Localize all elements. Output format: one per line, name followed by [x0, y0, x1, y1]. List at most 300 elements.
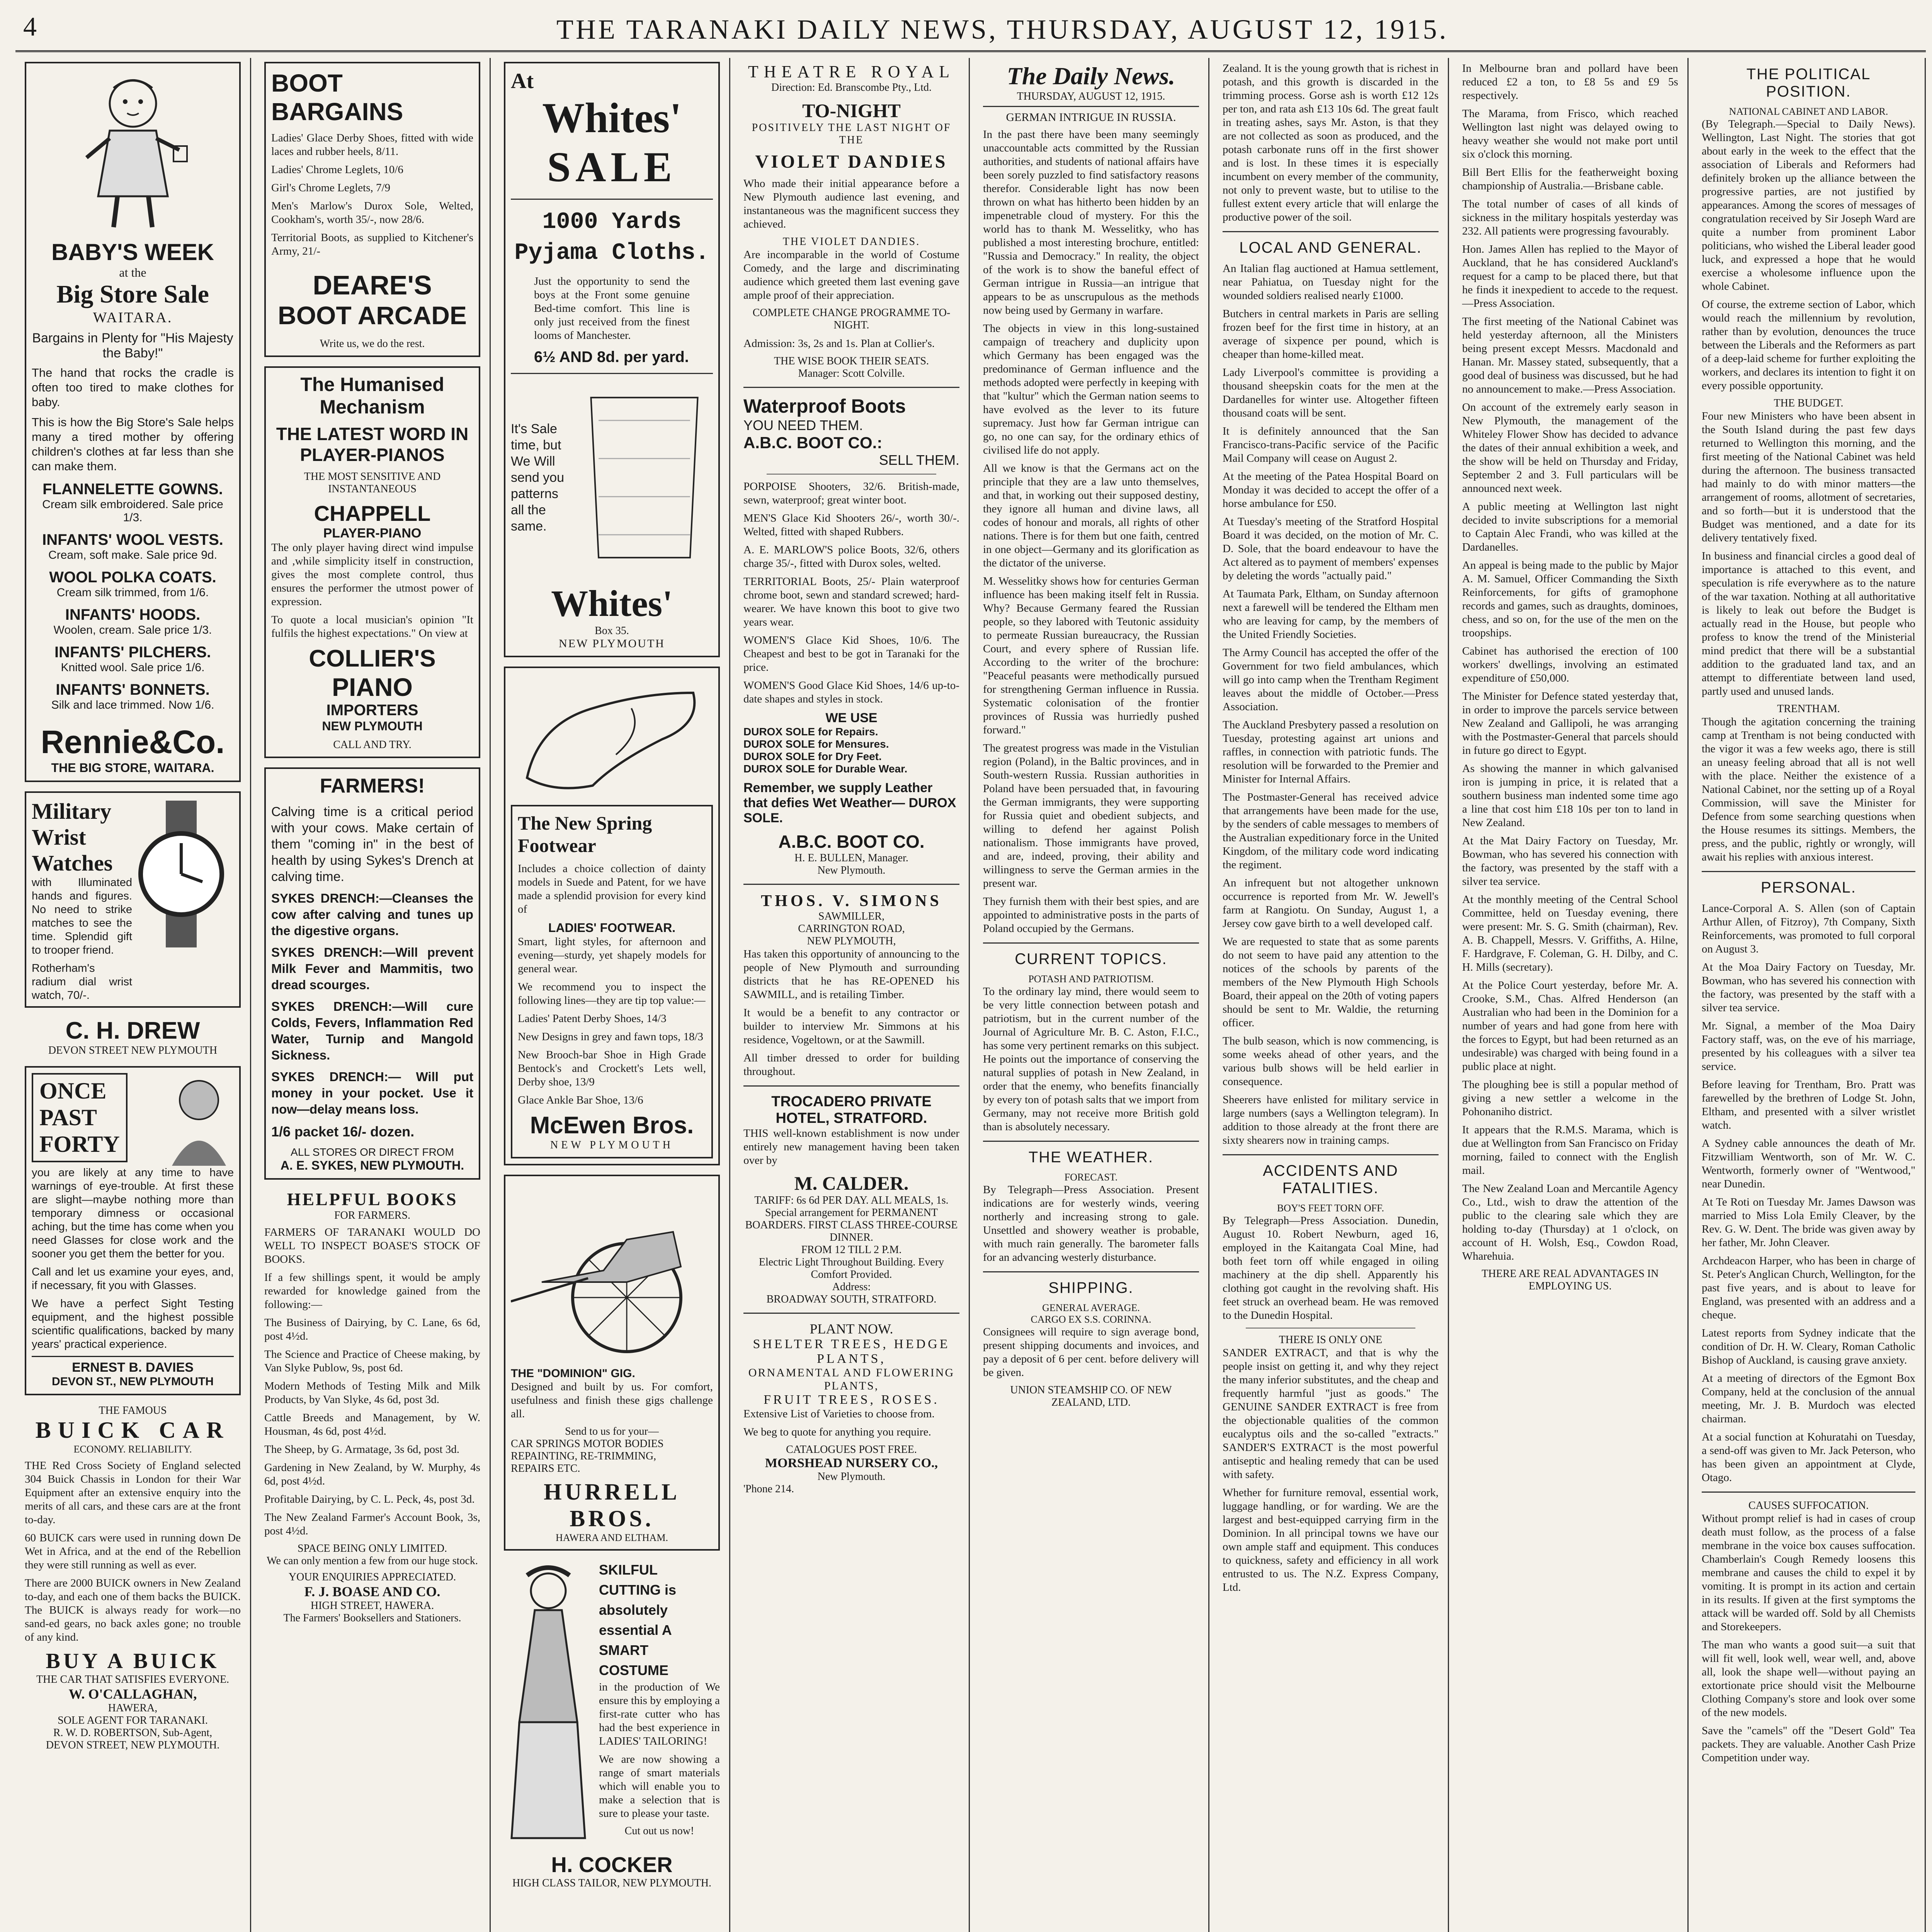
express-text: Whether for furniture removal, essential work, luggage handling, or for warding. We are the largest and best-equipped carrying firm in the Dominion. In all principal towns we have our own ample staff and equipment. This conduces to quickness, safety and efficiency in all work entrusted to us. The N.Z. Express Company, Ltd.	[1223, 1486, 1439, 1594]
mcewen-footwear-ad	[504, 667, 720, 1165]
shelter-trees: SHELTER TREES, HEDGE PLANTS,	[753, 1337, 950, 1366]
morshead: MORSHEAD NURSERY CO.,	[765, 1456, 938, 1470]
swatch-icon	[576, 381, 713, 574]
davies-name: ERNEST B. DAVIES	[32, 1356, 234, 1375]
boot-list-item: Ladies' Glace Derby Shoes, fitted with wide laces and rubber heels, 8/11.	[271, 132, 473, 158]
personal-item: Archdeacon Harper, who has been in charge of St. Peter's Anglican Church, Wellington, for the past five years, and is about to leave for England, was presented with an address and a cheque.	[1702, 1255, 1915, 1321]
buick-text2: 60 BUICK cars were used in running down De Wet in Africa, and at the end of the Rebellion they were still running as well as ever.	[25, 1532, 241, 1571]
column-7	[1453, 58, 1689, 1932]
at: At	[511, 69, 534, 93]
sykes-1: SYKES DRENCH:—Cleanses the cow after calving and tunes up the digestive organs.	[271, 891, 473, 938]
durox-item: DUROX SOLE for Dry Feet.	[743, 750, 882, 762]
news-item: At the Mat Dairy Factory on Tuesday, Mr. Bowman, who has severed his connection with the factory, was presented by the staff with a silver tea service.	[1462, 835, 1678, 888]
local-item: At Tuesday's meeting of the Stratford Hospital Board it was decided, on the motion of Mr. C. D. Sole, that the board endeavour to have the Act altered as to payment of members' expenses by deleting the words "actually paid."	[1223, 515, 1439, 582]
sale-item-desc: Silk and lace trimmed. Now 1/6.	[51, 699, 214, 711]
local-item: At the meeting of the Patea Hospital Board on Monday it was decided to accept the offer of a horse ambulance for £50.	[1223, 470, 1439, 510]
trentham-text: Though the agitation concerning the training camp at Trentham is not being conducted with the vigor it was a few weeks ago, there is still an uneasy feeling abroad that all is not well with the place. Neither the existence of a National Cabinet, nor the setting up of a Royal Commission, will save the Minister for Defence from some searching questions when the House resumes its sittings. Members, the press, and the public, rightly or wrongly, will await his replies with anxious interest.	[1702, 716, 1915, 863]
boot-bargains-ad	[264, 62, 480, 357]
column-6	[1213, 58, 1449, 1932]
shoe-item: New Brooch-bar Shoe in High Grade Bentock's and Crockett's Lets well, Derby shoe, 13/9	[518, 1049, 706, 1088]
call-and-try: CALL AND TRY.	[333, 739, 412, 751]
local-item: The bulb season, which is now commencing, is some weeks ahead of other years, and the various bulb shows will be held earlier in consequence.	[1223, 1035, 1439, 1088]
forecast-heading: FORECAST.	[1064, 1172, 1118, 1183]
corinna-text: Consignees will require to sign average bond, present shipping documents and invoices, and pay a deposit of 6 per cent. before delivery will be given.	[983, 1326, 1199, 1379]
news-item: The first meeting of the National Cabinet was held yesterday afternoon, all the Ministers being present except Messrs. Macdonald and Hanan. Mr. Massey stated, subsequently, that a good deal of business was discussed, but he had no announcement to make.—Press Association.	[1462, 315, 1678, 395]
send-to-us: Send to us for your—	[565, 1425, 659, 1437]
bargains-heading: BARGAINS	[271, 98, 403, 126]
forecast-text: By Telegraph—Press Association. Present indications are for westerly winds, veering northerly and increasing strong to gale. Unsettled and showery weather is probable, with much rain generally. The barometer falls for an advancing westerly disturbance.	[983, 1184, 1199, 1264]
boot-item: WOMEN'S Glace Kid Shoes, 10/6. The Cheapest and best to be got in Taranaki for the price.	[743, 634, 959, 673]
military: Military	[32, 799, 112, 824]
sale-item-name: INFANTS' PILCHERS.	[54, 644, 211, 661]
news-item: On account of the extremely early season in New Plymouth, the management of the Whiteley Flower Show has decided to advance the dates of their annual exhibition a week, and the show will be held on Thursday and Friday, September 2 and 3. Full particulars will be announced next week.	[1462, 401, 1678, 495]
general-average: GENERAL AVERAGE.	[1042, 1302, 1140, 1313]
news-item: A public meeting at Wellington last night decided to invite subscriptions for a memorial to Captain Alec Frandi, who was killed at the Dardanelles.	[1462, 500, 1678, 553]
news-item: The New Zealand Loan and Mercantile Agency Co., Ltd., wish to draw the attention of the public to the clearing sale which they are holding to-day (Thursday) at 1 o'clock, on account of H. Wolsh, Esq., Cowdon Road, Wharehuia.	[1462, 1182, 1678, 1262]
new-plymouth: NEW PLYMOUTH	[322, 719, 423, 733]
shoe-item: New Designs in grey and fawn tops, 18/3	[518, 1031, 704, 1043]
sale-item-name: INFANTS' WOOL VESTS.	[42, 531, 223, 548]
satisfies: THE CAR THAT SATISFIES EVERYONE.	[36, 1673, 230, 1685]
morshead-np: New Plymouth.	[817, 1471, 886, 1483]
column-4	[734, 58, 970, 1932]
helpful-books-ad	[264, 1189, 480, 1624]
watches: Watches	[32, 850, 113, 876]
hurrell-town: HAWERA AND ELTHAM.	[556, 1532, 668, 1543]
we-use: WE USE	[825, 711, 878, 725]
baby-illustration	[75, 73, 191, 235]
national-cabinet: NATIONAL CABINET AND LABOR.	[1729, 106, 1888, 117]
sale-item-desc: Cream, soft make. Sale price 9d.	[48, 549, 217, 561]
watch-price: Rotherham's radium dial wrist watch, 70/-.	[32, 962, 132, 1002]
sale-item-desc: Cream silk trimmed, from 1/6.	[56, 586, 209, 599]
book-item: The Science and Practice of Cheese making, by Van Slyke Publow, 9s, post 6d.	[264, 1348, 480, 1374]
new-spring-footwear: The New Spring Footwear	[518, 812, 652, 856]
masthead	[15, 10, 1926, 52]
pyjama-price: 6½ AND 8d. per yard.	[534, 349, 689, 366]
just-opportunity: Just the opportunity to send the boys at the Front some genuine Bed-time comfort. This line is only just received from the finest looms of Manchester.	[534, 275, 690, 342]
drew-heading: C. H. DREW	[65, 1017, 200, 1044]
cocker-tailor-ad	[504, 1560, 720, 1846]
shoe-icon	[515, 677, 709, 801]
news-item: At the Police Court yesterday, before Mr. A. Crooke, S.M., Chas. Alfred Henderson (an Australian who had been in the Dominion for a number of years and had gone from here with the forces to Egypt, but had been returned as an undesirable) was charged with being found in a public place at night.	[1462, 979, 1678, 1073]
phone: 'Phone 214.	[743, 1483, 794, 1495]
sale-item-desc: Woolen, cream. Sale price 1/3.	[53, 624, 212, 636]
direction: Direction: Ed. Branscombe Pty., Ltd.	[771, 82, 932, 94]
sale-time-row	[511, 381, 713, 574]
sykes-2: SYKES DRENCH:—Will prevent Milk Fever and Mammitis, two dread scourges.	[271, 945, 473, 992]
babys-week-ad	[25, 62, 241, 782]
news-item: As showing the manner in which galvanised iron is jumping in price, it is related that a southern business man indented some time ago a line that cost him £18 10s per ton to land in New Zealand.	[1462, 762, 1678, 829]
boot-item: MEN'S Glace Kid Shooters 26/-, worth 30/-. Welted, fitted with shaped Rubbers.	[743, 512, 959, 538]
write-us: Write us, we do the rest.	[320, 338, 425, 350]
abc-boot-co-2: A.B.C. BOOT CO.	[778, 832, 925, 852]
local-item: Butchers in central markets in Paris are selling frozen beef for the first time in history, at an average of sixpence per pound, which is cheaper than home-killed meat.	[1223, 308, 1439, 361]
book-item: The Business of Dairying, by C. Lane, 6s 6d, post 4½d.	[264, 1316, 480, 1342]
boot-list-item: Ladies' Chrome Leglets, 10/6	[271, 163, 403, 176]
sykes-drench-ad	[264, 767, 480, 1180]
rennie-logo: Rennie&Co.	[41, 724, 225, 760]
intrigue-para: The objects in view in this long-sustained campaign of treachery and duplicity upon which Germany has been engaged was the predominance of German influence and the methods adopted were perfectly in keeping with that "kultur" which the German nation seems to have evolved as the lever to its future supremacy. Just how far German intrigue can go, no one can say, for the ordinary ethics of civilised life do not apply.	[983, 322, 1199, 456]
trocadero-ad	[743, 1094, 959, 1306]
melbourne-bran: In Melbourne bran and pollard have been reduced £2 a ton, to £8 5s and £9 5s respectively.	[1462, 62, 1678, 102]
violet-text2: Are incomparable in the world of Costume Comedy, and the large and discriminating audience which greeted them last evening gave ample proof of their appreciation.	[743, 248, 959, 301]
violet-dandies-2: THE VIOLET DANDIES.	[782, 236, 920, 248]
helpful-books: HELPFUL BOOKS	[287, 1189, 458, 1209]
simons-sawmill-ad	[743, 892, 959, 1078]
potash-continued: Zealand. It is the young growth that is richest in potash, and this growth is discarded in the trimming process. Gorse ash is worth £12 12s per ton, and rata ash £13 10s 6d. The great fault in treating ashes, says Mr. Aston, is that they are not collected as soon as produced, and the potash carbonate runs off in the first shower and is lost. In these times it is especially incumbent on every member of the community, not only to prevent waste, but to utilise to the fullest extent every article that will enlarge the productive power of the soil.	[1223, 62, 1439, 223]
political-text: (By Telegraph.—Special to Daily News). Wellington, Last Night. The stories that got about early in the week to the effect that the association of Liberals and Reformers had definitely broken up the alliance between the progressive parties, are not justified by appearances. Among the scores of messages of congratulation received by Sir Joseph Ward are quite a number from prominent Labor politicians, who wished the Liberal leader good luck, and expressed a hope that he would exercise a wholesome influence upon the whole Cabinet.	[1702, 118, 1915, 293]
boot-arcade: BOOT ARCADE	[278, 301, 467, 330]
trocadero: TROCADERO PRIVATE HOTEL, STRATFORD.	[771, 1094, 932, 1126]
daily-news-heading: The Daily News.	[1007, 62, 1175, 90]
cocker-sub: HIGH CLASS TAILOR, NEW PLYMOUTH.	[512, 1877, 712, 1889]
waitara: WAITARA.	[93, 310, 173, 326]
shoe-item: Ladies' Patent Derby Shoes, 14/3	[518, 1012, 667, 1025]
union-steamship: UNION STEAMSHIP CO. OF NEW ZEALAND, LTD.	[1010, 1384, 1172, 1408]
optician-ad	[25, 1066, 241, 1395]
sale-time-text: It's Sale time, but We Will send you patterns all the same.	[511, 422, 564, 534]
buick-car: BUICK CAR	[35, 1417, 230, 1443]
dominion-text: Designed and built by us. For comfort, usefulness and finish these gigs challenge all.	[511, 1381, 713, 1420]
boot-item: WOMEN'S Good Glace Kid Shoes, 14/6 up-to-date shapes and styles in stock.	[743, 679, 959, 705]
boot-list-item: Territorial Boots, as supplied to Kitchener's Army, 21/-	[271, 231, 473, 257]
only-one: THERE IS ONLY ONE	[1279, 1334, 1383, 1346]
theatre-manager: Manager: Scott Colville.	[798, 367, 905, 379]
intro: The hand that rocks the cradle is often too tired to make clothes for baby.	[32, 366, 234, 409]
book-item: Profitable Dairying, by C. L. Peck, 4s, post 3d.	[264, 1493, 475, 1505]
news-item: The total number of cases of all kinds of sickness in the military hospitals yesterday was 232. All patients were progressing favourably.	[1462, 198, 1678, 237]
budget-heading: THE BUDGET.	[1774, 397, 1844, 409]
sell-them: SELL THEM.	[879, 452, 959, 468]
boase: F. J. BOASE AND CO.	[304, 1584, 440, 1599]
real-advantages: THERE ARE REAL ADVANTAGES IN EMPLOYING US.	[1481, 1268, 1659, 1292]
simons-np: NEW PLYMOUTH,	[807, 935, 896, 947]
news-item: Hon. James Allen has replied to the Mayor of Auckland, that he has considered Auckland's request for a camp to be placed there, but that he finds it inexpedient to accede to the request.—Press Association.	[1462, 243, 1678, 310]
local-general-heading: LOCAL AND GENERAL.	[1239, 239, 1422, 256]
bullen-np: New Plymouth.	[817, 864, 886, 876]
at-the: at the	[119, 265, 146, 279]
personal-item: A Sydney cable announces the death of Mr. Fitzwilliam Wentworth, son of Mr. W. C. Wentworth, formerly owner of "Wentwood," near Dunedin.	[1702, 1137, 1915, 1190]
column-5	[974, 58, 1209, 1932]
cocker-text: in the production of We ensure this by employing a first-rate cutter who has had the best experience in LADIES' TAILORING!	[599, 1681, 720, 1747]
forty: FORTY	[39, 1131, 120, 1157]
local-item: An Italian flag auctioned at Hamua settlement, near Pahiatua, on Tuesday night for the wounded soldiers realised nearly £1000.	[1223, 262, 1439, 302]
spring-text3: We recommend you to inspect the following lines—they are tip top value:—	[518, 981, 706, 1007]
shoe-item: Glace Ankle Bar Shoe, 13/6	[518, 1094, 643, 1106]
sale-items-list	[32, 481, 234, 712]
book-item: Gardening in New Zealand, by W. Murphy, 4s 6d, post 4½d.	[264, 1461, 480, 1487]
cocker-text2: We are now showing a range of smart materials which will enable you to make a selection that is sure to please your taste.	[599, 1753, 720, 1820]
column-1	[15, 58, 251, 1932]
local-item: Lady Liverpool's committee is providing a thousand sheepskin coats for the men at the Dardanelles for winter use. Altogether fifteen thousand coats will be sent.	[1223, 366, 1439, 419]
personal-item: Before leaving for Trentham, Bro. Pratt was farewelled by the brethren of Lodge St. John, Eltham, and presented with a silver wristlet watch.	[1702, 1078, 1915, 1131]
sawmiller: SAWMILLER,	[818, 910, 885, 922]
budget-text: Four new Ministers who have been absent in the South Island during the past few days returned to Wellington this morning, and the first meeting of the National Cabinet was held during the afternoon. The business transacted had mainly to do with minor matters—the arrangement of rooms, allotment of secretaries, and so forth—but it is understood that the Budget was mentioned, and a date for its delivery tentatively fixed.	[1702, 410, 1915, 544]
personal-item: Mr. Signal, a member of the Moa Dairy Factory staff, was, on the eve of his marriage, presented by his colleagues with a silver tea service.	[1702, 1020, 1915, 1073]
buick-text3: There are 2000 BUICK owners in New Zealand to-day, and each one of them backs the BUICK. The BUICK is always ready for work—no sand-ed gears, no back axles gone; no trouble of any kind.	[25, 1577, 241, 1643]
news-item: Bill Bert Ellis for the featherweight boxing championship of Australia.—Brisbane cable.	[1462, 166, 1678, 192]
intrigue-para: All we know is that the Germans act on the principle that they are a law unto themselves, and that, in working out their supposed destiny, they ignore all human and divine laws, all codes of honour and morals, all rights of other nations. There is for them but one faith, centred in one object—Germany and its glorification as the dictator of the universe.	[983, 462, 1199, 569]
man-portrait-icon	[164, 1073, 234, 1166]
local-item: It is definitely announced that the San Francisco-trans-Pacific service of the Pacific Mail Company will cease on August 2.	[1223, 425, 1439, 464]
wrist: Wrist	[32, 825, 86, 850]
news-item: It appears that the R.M.S. Marama, which is due at Wellington from San Francisco on Friday morning, failed to connect with the English mail.	[1462, 1124, 1678, 1177]
durox-item: DUROX SOLE for Durable Wear.	[743, 763, 908, 775]
remember-durox: Remember, we supply Leather that defies Wet Weather— DUROX SOLE.	[743, 781, 956, 825]
chappell-text: The only player having direct wind impulse and ,while simplicity itself in construction, gives the most complete control, thus ensures the performer the utmost power of expression.	[271, 541, 473, 608]
simons-text: Has taken this opportunity of announcing to the people of New Plymouth and surrounding districts that he has RE-OPENED his SAWMILL, and is retailing Timber.	[743, 948, 959, 1001]
personal-heading: PERSONAL.	[1761, 879, 1856, 896]
cut-out: Cut out us now!	[624, 1825, 694, 1837]
sykes-address: A. E. SYKES, NEW PLYMOUTH.	[280, 1158, 464, 1172]
local-item: The Army Council has accepted the offer of the Government for two field ambulances, which will go into camp when the Trentham Regiment leaves about the middle of October.—Press Association.	[1223, 646, 1439, 713]
sole-agent: SOLE AGENT FOR TARANAKI.	[58, 1714, 208, 1726]
intro2: This is how the Big Store's Sale helps many a tired mother by offering children's clothes at far less than she can make them.	[32, 415, 234, 473]
car-springs: CAR SPRINGS MOTOR BODIES	[511, 1438, 664, 1450]
forty-text: you are likely at any time to have warnings of eye-trouble. At first these are slight—maybe nothing more than temporary dimness or occasional aching, but the time has come when you need Glasses for close work and the sooner you get them the better for you.	[32, 1167, 234, 1260]
calder: M. CALDER.	[794, 1172, 909, 1194]
books-intro: FARMERS OF TARANAKI WOULD DO WELL TO INSPECT BOASE'S STOCK OF BOOKS.	[264, 1226, 480, 1265]
latest-word: THE LATEST WORD IN PLAYER-PIANOS	[276, 424, 469, 465]
waterproof-boots: Waterproof Boots	[743, 395, 906, 417]
personal-item: At Te Roti on Tuesday Mr. James Dawson was married to Miss Lola Emily Cleaver, by the Rev. G. W. Dent. The bride was given away by her father, Mr. John Cleaver.	[1702, 1196, 1915, 1249]
robertson-address: DEVON STREET, NEW PLYMOUTH.	[46, 1739, 220, 1751]
box-35: Box 35.	[595, 625, 629, 637]
ornamental: ORNAMENTAL AND FLOWERING PLANTS,	[748, 1366, 955, 1392]
bargains-baby: Bargains in Plenty for "His Majesty the Baby!"	[32, 331, 233, 361]
tonight: TO-NIGHT	[802, 100, 901, 121]
political-heading: THE POLITICAL POSITION.	[1746, 66, 1871, 100]
column-3	[495, 58, 730, 1932]
weather-heading: THE WEATHER.	[1028, 1149, 1154, 1166]
bullen: H. E. BULLEN, Manager.	[794, 852, 908, 864]
sale-heading: SALE	[547, 143, 677, 190]
chappell-text2: To quote a local musician's opinion "It fulfils the highest expectations." On view at	[271, 614, 473, 639]
boot-list-item: Men's Marlow's Durox Sole, Welted, Cookham's, worth 35/-, now 28/6.	[271, 200, 473, 226]
news-item: The ploughing bee is still a popular method of giving a new settler a welcome in the Pohonaniho district.	[1462, 1078, 1678, 1118]
chappell-piano-ad	[264, 366, 480, 758]
mcewen-bros: McEwen Bros.	[530, 1112, 694, 1139]
high-street: HIGH STREET, HAWERA.	[310, 1600, 434, 1612]
lady-costume-icon	[504, 1560, 593, 1846]
chappell: CHAPPELL	[314, 501, 431, 526]
hurrell-bros: HURRELL BROS.	[544, 1479, 680, 1531]
mcewen-np: NEW PLYMOUTH	[550, 1139, 673, 1151]
wise-book: THE WISE BOOK THEIR SEATS.	[774, 355, 929, 367]
books-intro2: If a few shillings spent, it would be amply rewarded for knowledge gained from the following:—	[264, 1271, 480, 1311]
sale-item-desc: Knitted wool. Sale price 1/6.	[61, 661, 205, 674]
piano: PIANO	[332, 673, 413, 701]
buy-a-buick: BUY A BUICK	[46, 1649, 220, 1673]
local-item: At Taumata Park, Eltham, on Sunday afternoon next a farewell will be tendered the Eltham men who are leaving for camp, by the members of the United Friendly Societies.	[1223, 588, 1439, 641]
book-item: The New Zealand Farmer's Account Book, 3s, post 4½d.	[264, 1511, 480, 1537]
show-few: We can only mention a few from our huge stock.	[267, 1555, 478, 1567]
boy-text: By Telegraph—Press Association. Dunedin, August 10. Robert Newburn, aged 16, employed in the Kaitangata Coal Mine, had both feet torn off while engaged in oiling machinery at the dip shell. Apparently his clothing got caught in the revolving shaft. His feet struck an overhead beam. He was removed to the Dunedin Hospital.	[1223, 1214, 1439, 1321]
once-past-forty-box	[32, 1073, 128, 1162]
ladies-footwear: LADIES' FOOTWEAR.	[548, 921, 676, 935]
forty-text2: Call and let us examine your eyes, and, if necessary, fit you with Glasses.	[32, 1266, 234, 1292]
book-item: Cattle Breeds and Management, by W. Housman, 4s 6d, post 4½d.	[264, 1412, 480, 1437]
thos-simons: THOS. V. SIMONS	[761, 892, 942, 910]
melbourne-clothing: The man who wants a good suit—a suit that will fit well, look well, wear well, and, above all, look the shape well—without paying an extortionate price should visit the Melbourne Clothing Company's store and look over some of the new models.	[1702, 1639, 1915, 1719]
wrist-watch-ad	[25, 791, 241, 1008]
broadway: BROADWAY SOUTH, STRATFORD.	[766, 1293, 937, 1305]
enquiries: YOUR ENQUIRIES APPRECIATED.	[288, 1571, 456, 1583]
potash-heading: POTASH AND PATRIOTISM.	[1028, 973, 1154, 985]
personal-item: At a social function at Kohuratahi on Tuesday, a send-off was given to Mr. Jack Peterson, who has been given an appointment at Clyde, Otago.	[1702, 1431, 1915, 1484]
book-item: The Sheep, by G. Armatage, 3s 6d, post 3d.	[264, 1443, 460, 1456]
dominion-gig-ad	[504, 1175, 720, 1551]
local-item: An infrequent but not altogether unknown occurrence is reported from Mr. W. Jewell's farm at Rangiotu. On Sunday, August 1, a Jersey cow gave birth to a well developed calf.	[1223, 877, 1439, 930]
editorial-date: THURSDAY, AUGUST 12, 1915.	[983, 90, 1199, 107]
suffocation-text: Without prompt relief is had in cases of croup death must follow, as the process of a false membrane in the voice box causes suffocation. Chamberlain's Cough Remedy loosens this membrane and causes the child to expel it by vomiting. It is prompt in its action and certain in its results. If given at the first symptoms the attack will be warded off. Sold by all Chemists and Storekeepers.	[1702, 1512, 1915, 1633]
personal-item: Latest reports from Sydney indicate that the condition of Dr. H. W. Cleary, Roman Catholic Bishop of Auckland, is causing grave anxiety.	[1702, 1327, 1915, 1366]
intrigue-para: M. Wesselitky shows how for centuries German influence has been making itself felt in Russia. Why? Because Germany feared the Russian people, so they labored with Teutonic assiduity to permeate Russian bureaucracy, the Russian Court, and every sphere of Russian life. According to the writer of the brochure: "Peaceful peasants were methodically pursued for strengthening German influence in Russia. Systematic colonisation of the frontier provinces of Russia was hurriedly pushed forward."	[983, 575, 1199, 736]
repairs: REPAIRS ETC.	[511, 1463, 580, 1475]
booksellers: The Farmers' Booksellers and Stationers.	[283, 1612, 461, 1624]
intrigue-para: The greatest progress was made in the Vistulian region (Poland), in the Baltic provinces, and in South-western Russia. Russian authorities in Poland have been persuaded that, in favouring the German immigrants, they were supporting for Russia quiet and obedient subjects, and willing to defend her against Polish nationalism. Those immigrants have proved, and are, indeed, proving, their ability and willingness to serve the German armies in the present war.	[983, 742, 1199, 889]
local-item: The Postmaster-General has received advice that arrangements have been made for the use, by the senders of cable messages to members of the Australian expeditionary force in the United Kingdom, of the military code word indicating the regiment.	[1223, 791, 1439, 871]
beg-quote: We beg to quote for anything you require.	[743, 1426, 931, 1438]
whites-logo-2: Whites'	[551, 583, 673, 624]
gig-carriage-icon	[511, 1185, 719, 1363]
boot-heading: BOOT	[271, 69, 343, 97]
intrigue-para: In the past there have been many seemingly unaccountable acts committed by the Russian authorities, and students of national affairs have been sorely puzzled to find satisfactory reasons therefor. Considerable light has now been thrown on what has hitherto been hidden by an impenetrable cloud of mystery. For this the world has to thank M. Wesselitky, who has published a most interesting brochure, entitled: "Russia and Democracy." In reality, the object of the work is to show the baneful effect of German intrigue in Russia—an intrigue that appears to be as unscrupulous as the methods now being used by Germany in warfare.	[983, 128, 1199, 316]
newspaper-title: THE TARANAKI DAILY NEWS, THURSDAY, AUGUST 12, 1915.	[556, 14, 1449, 45]
sale-item-name: INFANTS' BONNETS.	[56, 681, 210, 698]
current-topics-heading: CURRENT TOPICS.	[1015, 951, 1167, 968]
watch-text: with Illuminated hands and figures. No need to strike matches to see the time. Splendid gift to trooper friend.	[32, 876, 132, 956]
accidents-heading: ACCIDENTS AND FATALITIES.	[1263, 1162, 1398, 1197]
durox-item: DUROX SOLE for Mensures.	[743, 738, 889, 750]
shipping-heading: SHIPPING.	[1048, 1279, 1134, 1296]
buick-text: THE Red Cross Society of England selected 304 Buick Chassis in London for their War Equipment after an extensive enquiry into the merits of all cars, and these cars are at the front to-day.	[25, 1459, 241, 1526]
big-store-sale: Big Store Sale	[56, 280, 209, 308]
trentham-heading: TRENTHAM.	[1777, 703, 1840, 715]
sale-item-name: WOOL POLKA COATS.	[49, 569, 216, 586]
player-piano: PLAYER-PIANO	[323, 526, 422, 541]
skilful-cutting: SKILFUL CUTTING is absolutely essential A SMART COSTUME	[599, 1562, 677, 1678]
last-night: POSITIVELY THE LAST NIGHT OF THE	[752, 122, 951, 146]
deares-heading: DEARE'S	[313, 270, 432, 300]
h-cocker: H. COCKER	[551, 1852, 673, 1877]
watch-icon	[135, 801, 228, 947]
plant-now: PLANT NOW.	[810, 1321, 893, 1337]
intrigue-para: They furnish them with their best spies, and are appointed to administrative posts in the parts of Poland occupied by the Germans.	[983, 895, 1199, 935]
political-text2: Of course, the extreme section of Labor, which would reach the millennium by revolution, rather than by evolution, denounces the truce between the Liberals and the Reformers as part of a deep-laid scheme for further exploiting the workers, and declares its intention to fight it on every possible opportunity.	[1702, 298, 1915, 392]
electric-light: Electric Light Throughout Building. Every Comfort Provided.	[759, 1256, 944, 1281]
morshead-nursery-ad	[743, 1321, 959, 1495]
calving-text: Calving time is a critical period with your cows. Make certain of them "coming in" in the best of health by using Sykes's Drench at calving time.	[271, 804, 473, 884]
packet-price: 1/6 packet 16/- dozen.	[271, 1124, 415, 1139]
potash-text: To the ordinary lay mind, there would seem to be very little connection between potash and patriotism, but in the current number of the Journal of Agriculture Mr. B. C. Aston, F.I.C., has some very pertinent remarks on this subject. He points out the importance of conserving the natural supplies of potash in New Zealand, in order that the enemy, who benefits financially by every ton of potash salts that we import from Germany, may not receive more British gold than is absolutely necessary.	[983, 985, 1199, 1133]
news-item: An appeal is being made to the public by Major A. M. Samuel, Officer Commanding the Sixth Reinforcements, for gifts of gramophone records and games, such as draughts, dominoes, chess, and so on, for the use of the men on the troopships.	[1462, 559, 1678, 639]
personal-item: At a meeting of directors of the Egmont Box Company, held at the conclusion of the annual meeting, Mr. J. B. Murdoch was elected chairman.	[1702, 1372, 1915, 1425]
complete-change: COMPLETE CHANGE PROGRAMME TO-NIGHT.	[752, 307, 951, 331]
whites-sale-ad	[504, 62, 720, 657]
intrigue-heading: GERMAN INTRIGUE IN RUSSIA.	[1006, 111, 1176, 124]
admission: Admission: 3s, 2s and 1s. Plan at Collier's.	[743, 337, 935, 350]
sander-text: SANDER EXTRACT, and that is why the people insist on getting it, and why they reject the many inferior substitutes, and the cheap and frequently harmful "just as goods." The GENUINE SANDER EXTRACT is free from the objectionable qualities of the common eucalyptus oils and the so-called "extracts." SANDER'S EXTRACT is the most powerful antiseptic and healing remedy that can be used with safety.	[1223, 1347, 1439, 1481]
violet-text: Who made their initial appearance before a New Plymouth audience last evening, and instantaneous was the magnificent success they achieved.	[743, 177, 959, 230]
dominion-gig: THE "DOMINION" GIG.	[511, 1367, 635, 1380]
repainting: REPAINTING, RE-TRIMMING,	[511, 1450, 656, 1462]
sale-item-desc: Cream silk embroidered. Sale price 1/3.	[42, 498, 223, 524]
pyjama-cloths: 1000 Yards Pyjama Cloths.	[514, 209, 709, 266]
whites-np: NEW PLYMOUTH	[559, 637, 665, 650]
personal-item: At the Moa Dairy Factory on Tuesday, Mr. Bowman, who has severed his connection with the factory, was presented by the staff with a silver tea service.	[1702, 961, 1915, 1014]
local-item: Sheerers have enlisted for military service in large numbers (says a Wellington telegram). In addition to those already at the front there are sixty shearers now in training camps.	[1223, 1094, 1439, 1146]
personal-item: Lance-Corporal A. S. Allen (son of Captain Arthur Allen, of Fitzroy), 7th Company, Sixth Reinforcements, was promoted to full corporal on August 3.	[1702, 902, 1915, 955]
drew-address: DEVON STREET NEW PLYMOUTH	[48, 1044, 218, 1056]
budget-text2: In business and financial circles a good deal of importance is attached to this event, and speculation is rife everywhere as to the nature of the war taxation. Nothing at all authoritative is likely to leak out before the Budget is actually read in the House, but people who profess to know the trend of the Ministerial mind predict that there will be a substantial addition to the graduated land tax, and an attempt to differentiate between land used, partly used and unused lands.	[1702, 550, 1915, 697]
big-store-waitara: THE BIG STORE, WAITARA.	[51, 761, 214, 775]
sale-item-name: INFANTS' HOODS.	[65, 606, 201, 623]
humanised-heading: The Humanised Mechanism	[300, 374, 444, 418]
extensive-list: Extensive List of Varieties to choose from.	[743, 1408, 935, 1420]
fruit-trees: FRUIT TREES, ROSES.	[764, 1393, 939, 1407]
durox-item: DUROX SOLE for Repairs.	[743, 726, 878, 738]
colliers: COLLIER'S	[309, 645, 436, 672]
news-item: At the monthly meeting of the Central School Committee, held on Tuesday evening, there were present: Mr. S. G. Smith (chairman), Rev. A. B. Chappell, Messrs. V. Griffiths, A. Hilne, F. Hardgrave, F. Coleman, G. H. Dilby, and C. H. Mills (secretary).	[1462, 893, 1678, 973]
all-stores: ALL STORES OR DIRECT FROM	[291, 1146, 454, 1158]
sykes-3: SYKES DRENCH:—Will cure Colds, Fevers, Inflammation Red Water, Turnip and Mangold Sickness.	[271, 999, 473, 1062]
sale-item-name: FLANNELETTE GOWNS.	[43, 481, 223, 498]
abc-boot-ad	[743, 395, 959, 877]
forty-text3: We have a perfect Sight Testing equipment, and the highest possible scientific qualifications, backed by many years' practical experience.	[32, 1298, 234, 1350]
corinna-heading: CARGO EX S.S. CORINNA.	[1031, 1314, 1151, 1325]
news-item: The Minister for Defence stated yesterday that, in order to improve the parcels service between New Zealand and Gallipoli, he was arranging with the Postmaster-General that parcels should in future go direct to Egypt.	[1462, 690, 1678, 757]
catalogues: CATALOGUES POST FREE.	[786, 1444, 917, 1456]
column-8	[1692, 58, 1926, 1932]
book-item: Modern Methods of Testing Milk and Milk Products, by Van Slyke, 4s 6d, post 3d.	[264, 1380, 480, 1406]
special-arrangement: Special arrangement for PERMANENT BOARDERS. FIRST CLASS THREE-COURSE DINNER.	[745, 1207, 958, 1243]
from-12: FROM 12 TILL 2 P.M.	[801, 1244, 902, 1256]
local-item: The Auckland Presbytery passed a resolution on Tuesday, protesting against art unions and raffles, in connection with patriotic funds. The resolution will be forwarded to the Premier and Minister for Internal Affairs.	[1223, 719, 1439, 785]
past: PAST	[39, 1105, 97, 1130]
tariff: TARIFF: 6s 6d PER DAY. ALL MEALS, 1s.	[754, 1194, 949, 1206]
spring-text2: Smart, light styles, for afternoon and evening—sturdy, yet shapely models for general wear.	[518, 935, 706, 975]
address-label: Address:	[832, 1281, 871, 1293]
carrington: CARRINGTON ROAD,	[798, 923, 905, 935]
violet-dandies: VIOLET DANDIES	[755, 151, 948, 172]
spring-text: Includes a choice collection of dainty models in Suede and Patent, for we have made a splendid provision for every kind of	[518, 862, 706, 915]
boot-list-item: Girl's Chrome Leglets, 7/9	[271, 182, 391, 194]
davies-address: DEVON ST., NEW PLYMOUTH	[52, 1375, 214, 1388]
boot-item: PORPOISE Shooters, 32/6. British-made, sewn, waterproof; great winter boot.	[743, 480, 959, 506]
boot-item: TERRITORIAL Boots, 25/- Plain waterproof chrome boot, sewn and standard screwed; hard-wearer. We have known this boot to give two years wear.	[743, 575, 959, 628]
theatre-royal: THEATRE ROYAL	[748, 62, 955, 81]
boot-item: A. E. MARLOW'S police Boots, 32/6, others charge 35/-, fitted with Durox soles, welted.	[743, 544, 959, 570]
for-farmers: FOR FARMERS.	[334, 1209, 411, 1221]
buick-ad	[25, 1405, 241, 1752]
desert-gold: Save the "camels" off the "Desert Gold" Tea packets. They are valuable. Another Cash Prize Competition under way.	[1702, 1725, 1915, 1764]
simons-text2: It would be a benefit to any contractor or builder to interview Mr. Simmons at his residence, Vogeltown, or at the Sawmill.	[743, 1007, 959, 1046]
troc-text: THIS well-known establishment is now under entirely new management having been taken over by	[743, 1127, 959, 1167]
spring-footwear-box	[511, 805, 713, 1158]
farmers-heading: FARMERS!	[320, 775, 425, 797]
economy: ECONOMY. RELIABILITY.	[73, 1444, 192, 1455]
the-famous: THE FAMOUS	[99, 1405, 167, 1417]
page-number: 4	[23, 12, 37, 42]
sykes-4: SYKES DRENCH:— Will put money in your pocket. Use it now—delay means loss.	[271, 1070, 473, 1116]
space-limited: SPACE BEING ONLY LIMITED.	[297, 1543, 447, 1554]
babys-week-heading: BABY'S WEEK	[51, 239, 214, 265]
column-2	[255, 58, 491, 1932]
importers: IMPORTERS	[326, 702, 418, 719]
robertson: R. W. D. ROBERTSON, Sub-Agent,	[53, 1727, 213, 1739]
